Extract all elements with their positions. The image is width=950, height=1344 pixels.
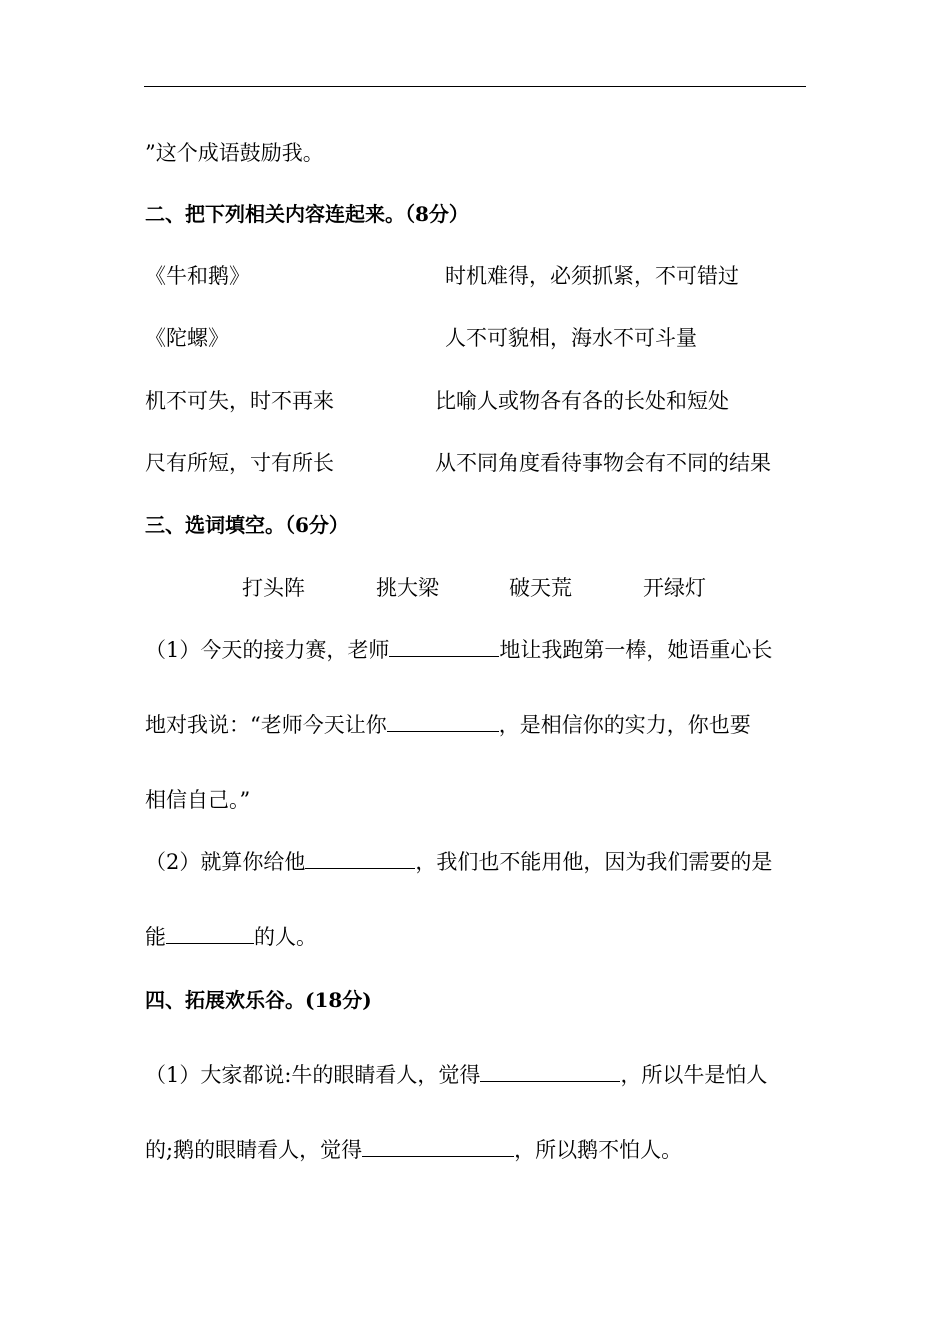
- question-text: （1）大家都说:牛的眼睛看人，觉得: [145, 1063, 481, 1087]
- answer-blank[interactable]: [480, 1061, 620, 1082]
- question-text: 的;鹅的眼睛看人，觉得: [145, 1138, 363, 1162]
- question-line: [145, 786, 250, 814]
- question-text: ，所以鹅不怕人。: [514, 1138, 683, 1162]
- match-row: [145, 449, 771, 477]
- question-text: 的人。: [254, 925, 317, 949]
- question-text: ，是相信你的实力，你也要: [498, 713, 751, 737]
- header-rule: [144, 86, 806, 87]
- match-left: 机不可失，时不再来: [145, 389, 334, 413]
- word-option: 打头阵: [242, 576, 305, 600]
- match-left: 尺有所短，寸有所长: [145, 451, 334, 475]
- question-text: （2）就算你给他: [145, 850, 306, 874]
- match-right: 人不可貌相，海水不可斗量: [445, 326, 697, 350]
- question-text: （1）今天的接力赛，老师: [145, 638, 390, 662]
- question-line: [145, 1061, 767, 1089]
- match-left: 《牛和鹅》: [145, 264, 250, 288]
- section-4-title: 四、拓展欢乐谷。(18分): [145, 988, 372, 1012]
- answer-blank[interactable]: [305, 848, 415, 869]
- word-option: 破天荒: [509, 576, 572, 600]
- answer-blank[interactable]: [166, 923, 254, 944]
- match-left: 《陀螺》: [145, 326, 229, 350]
- question-text: ，所以牛是怕人: [620, 1063, 768, 1087]
- question-text: 能: [145, 925, 166, 949]
- match-row: [145, 387, 729, 415]
- answer-blank[interactable]: [387, 711, 499, 732]
- word-option: 挑大梁: [376, 576, 439, 600]
- question-text: 地让我跑第一棒，她语重心长: [499, 638, 773, 662]
- answer-blank[interactable]: [362, 1136, 514, 1157]
- match-row: [145, 262, 739, 290]
- match-right: 从不同角度看待事物会有不同的结果: [435, 451, 771, 475]
- question-text: 地对我说：“老师今天让你: [145, 713, 387, 737]
- question-text: ，我们也不能用他，因为我们需要的是: [415, 850, 773, 874]
- match-right: 比喻人或物各有各的长处和短处: [435, 389, 729, 413]
- question-line: [145, 636, 772, 664]
- question-line: [145, 711, 751, 739]
- question-text: 相信自己。”: [145, 788, 251, 812]
- question-line: [145, 923, 317, 951]
- question-line: [145, 848, 772, 876]
- section-2-title: 二、把下列相关内容连起来。（8分）: [145, 202, 469, 226]
- question-line: [145, 1136, 682, 1164]
- match-row: [145, 324, 697, 352]
- match-right: 时机难得，必须抓紧，不可错过: [445, 264, 739, 288]
- intro-line: ”这个成语鼓励我。: [145, 141, 324, 165]
- section-3-title: 三、选词填空。（6分）: [145, 513, 349, 537]
- word-option: 开绿灯: [643, 576, 706, 600]
- answer-blank[interactable]: [389, 636, 499, 657]
